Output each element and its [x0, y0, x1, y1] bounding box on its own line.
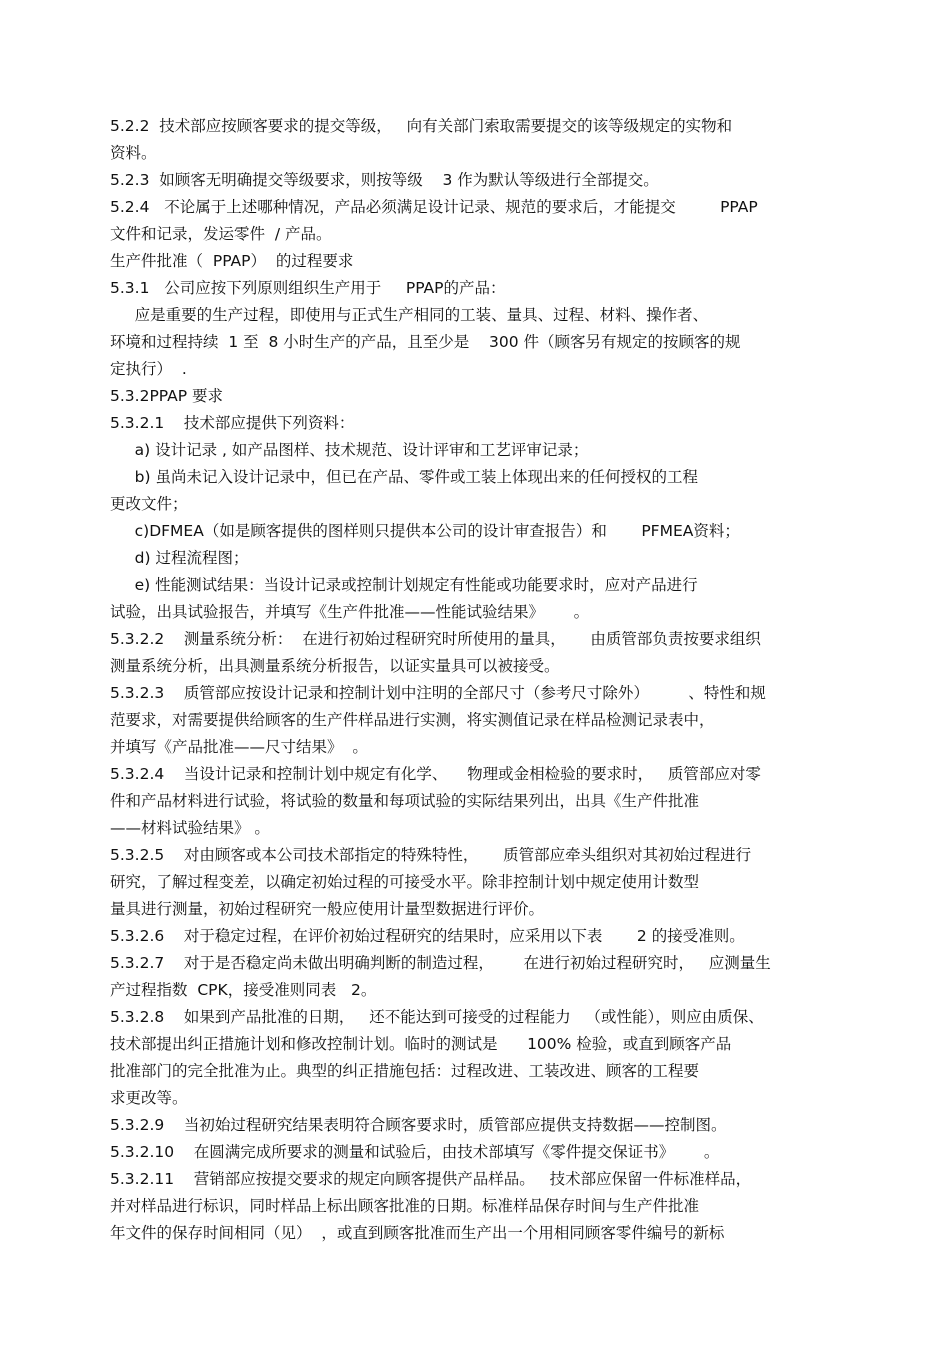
text-line: 范要求，对需要提供给顾客的生产件样品进行实测，将实测值记录在样品检测记录表中，: [110, 711, 715, 729]
text-line: 测量系统分析，出具测量系统分析报告，以证实量具可以被接受。: [110, 657, 560, 675]
text-line: 批准部门的完全批准为止。典型的纠正措施包括：过程改进、工装改进、顾客的工程要: [110, 1062, 700, 1080]
text-line: 技术部提出纠正措施计划和修改控制计划。临时的测试是 100% 检验，或直到顾客产品: [110, 1035, 732, 1053]
list-item: e) 性能测试结果：当设计记录或控制计划规定有性能或功能要求时，应对产品进行: [110, 576, 698, 594]
text-line: 5.3.2.7 对于是否稳定尚未做出明确判断的制造过程， 在进行初始过程研究时， 应测量生: [110, 954, 771, 972]
text-line: 5.3.2.6 对于稳定过程，在评价初始过程研究的结果时，应采用以下表 2 的接受准则。: [110, 927, 745, 945]
text-line: 5.3.1 公司应按下列原则组织生产用于 PPAP的产品：: [110, 279, 506, 297]
text-line: 更改文件；: [110, 495, 188, 513]
text-line: 资料。: [110, 144, 157, 162]
text-line: 5.3.2.8 如果到产品批准的日期， 还不能达到可接受的过程能力 （或性能），则应由质保、: [110, 1008, 764, 1026]
text-line: 求更改等。: [110, 1089, 188, 1107]
text-line: 年文件的保存时间相同（见） ，或直到顾客批准而生产出一个用相同顾客零件编号的新标: [110, 1224, 725, 1242]
text-line: 5.3.2.2 测量系统分析： 在进行初始过程研究时所使用的量具， 由质管部负责按要求组织: [110, 630, 761, 648]
text-line: 5.2.2 技术部应按顾客要求的提交等级， 向有关部门索取需要提交的该等级规定的实物和: [110, 117, 733, 135]
text-line: 定执行） .: [110, 360, 187, 378]
text-line: 5.2.4 不论属于上述哪种情况，产品必须满足设计记录、规范的要求后，才能提交 PPAP: [110, 198, 758, 216]
text-line: 5.3.2.3 质管部应按设计记录和控制计划中注明的全部尺寸（参考尺寸除外） 、特性和规: [110, 684, 766, 702]
text-line: 文件和记录，发运零件 / 产品。: [110, 225, 332, 243]
list-item: c)DFMEA（如是顾客提供的图样则只提供本公司的设计审查报告）和 PFMEA资料；: [110, 522, 740, 540]
text-line: 试验，出具试验报告，并填写《生产件批准——性能试验结果》 。: [110, 603, 590, 621]
text-line: 产过程指数 CPK，接受准则同表 2。: [110, 981, 377, 999]
text-line: 环境和过程持续 1 至 8 小时生产的产品，且至少是 300 件（顾客另有规定的按顾客的规: [110, 333, 741, 351]
list-item: d) 过程流程图；: [110, 549, 249, 567]
text-line: 5.3.2.10 在圆满完成所要求的测量和试验后，由技术部填写《零件提交保证书》 。: [110, 1143, 720, 1161]
text-line: ——材料试验结果》 。: [110, 819, 270, 837]
text-line: 研究，了解过程变差，以确定初始过程的可接受水平。除非控制计划中规定使用计数型: [110, 873, 700, 891]
list-item: a) 设计记录 , 如产品图样、技术规范、设计评审和工艺评审记录；: [110, 441, 589, 459]
text-line: 5.2.3 如顾客无明确提交等级要求，则按等级 3 作为默认等级进行全部提交。: [110, 171, 659, 189]
text-line: 并对样品进行标识，同时样品上标出顾客批准的日期。标准样品保存时间与生产件批准: [110, 1197, 700, 1215]
section-heading: 生产件批准（ PPAP） 的过程要求: [110, 252, 354, 270]
text-line: 5.3.2.4 当设计记录和控制计划中规定有化学、 物理或金相检验的要求时， 质管部应对零: [110, 765, 761, 783]
text-line: 5.3.2.1 技术部应提供下列资料：: [110, 414, 355, 432]
list-item: b) 虽尚未记入设计记录中，但已在产品、零件或工装上体现出来的任何授权的工程: [110, 468, 698, 486]
text-line: 5.3.2.11 营销部应按提交要求的规定向顾客提供产品样品。 技术部应保留一件标准样品，: [110, 1170, 752, 1188]
text-line: 量具进行测量，初始过程研究一般应使用计量型数据进行评价。: [110, 900, 545, 918]
section-heading: 5.3.2PPAP 要求: [110, 387, 224, 405]
text-line: 并填写《产品批准——尺寸结果》 。: [110, 738, 368, 756]
text-line: 件和产品材料进行试验，将试验的数量和每项试验的实际结果列出，出具《生产件批准: [110, 792, 700, 810]
text-line: 5.3.2.5 对由顾客或本公司技术部指定的特殊特性， 质管部应牵头组织对其初始过程进行: [110, 846, 752, 864]
text-line: 应是重要的生产过程，即使用与正式生产相同的工装、量具、过程、材料、操作者、: [110, 306, 709, 324]
text-line: 5.3.2.9 当初始过程研究结果表明符合顾客要求时，质管部应提供支持数据——控制图。: [110, 1116, 727, 1134]
